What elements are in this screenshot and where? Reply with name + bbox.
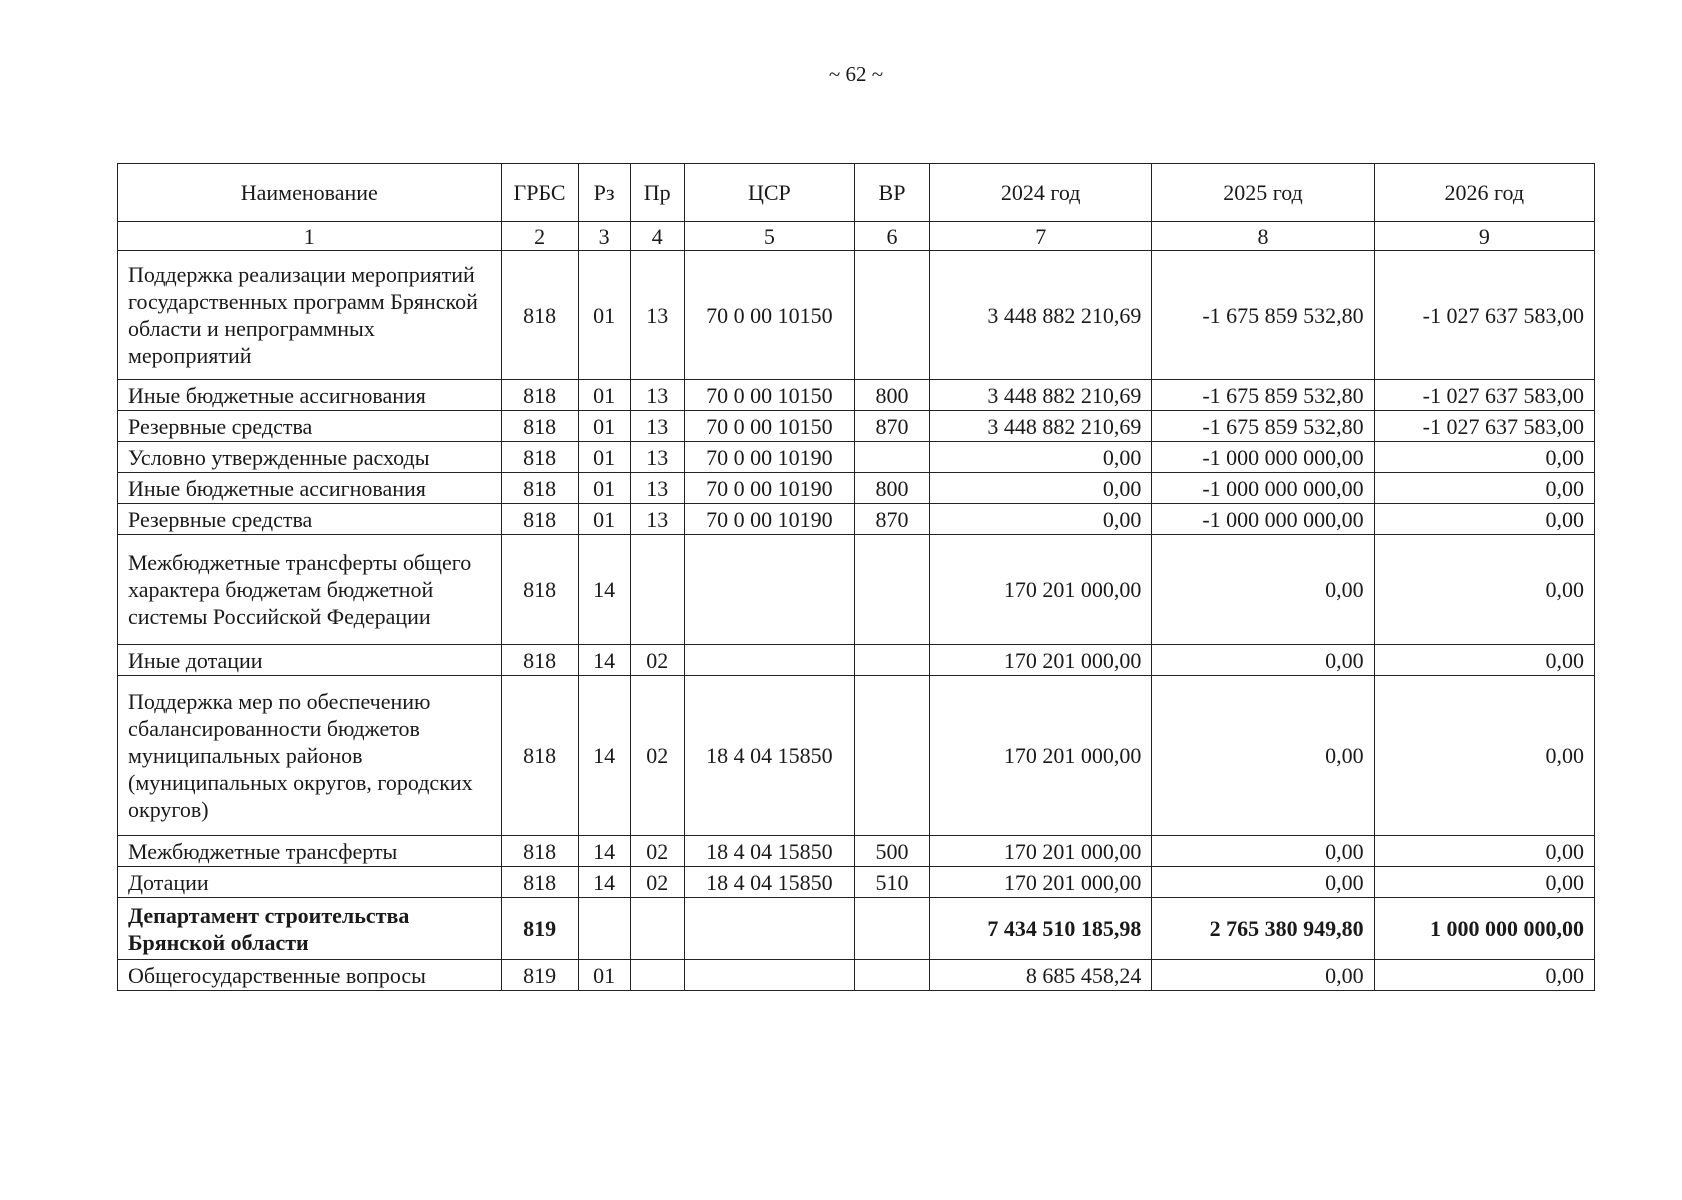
column-number: 5 (684, 222, 854, 251)
cell-2026: 0,00 (1374, 535, 1594, 645)
cell-2026: 0,00 (1374, 504, 1594, 535)
column-number: 3 (578, 222, 630, 251)
cell-2026: -1 027 637 583,00 (1374, 411, 1594, 442)
cell-2026: 0,00 (1374, 442, 1594, 473)
cell-name: Поддержка мер по обеспечению сбалансированности бюджетов муниципальных районов (муниципальных округов, городских округов) (118, 676, 502, 836)
table-row (118, 836, 1595, 867)
cell-2024: 3 448 882 210,69 (930, 380, 1152, 411)
column-number: 8 (1152, 222, 1374, 251)
cell-2025: 2 765 380 949,80 (1152, 898, 1374, 960)
table-row (118, 251, 1595, 380)
cell-grbs: 818 (501, 380, 578, 411)
cell-vr: 800 (854, 380, 929, 411)
cell-pr: 02 (630, 867, 684, 898)
cell-name: Общегосударственные вопросы (118, 960, 502, 991)
header-2025: 2025 год (1152, 164, 1374, 222)
cell-name: Департамент строительства Брянской области (118, 898, 502, 960)
cell-csr (684, 535, 854, 645)
cell-csr: 70 0 00 10190 (684, 442, 854, 473)
cell-name: Резервные средства (118, 411, 502, 442)
cell-2026: 0,00 (1374, 836, 1594, 867)
cell-2025: 0,00 (1152, 535, 1374, 645)
cell-pr: 13 (630, 442, 684, 473)
cell-csr: 18 4 04 15850 (684, 867, 854, 898)
cell-2025: -1 675 859 532,80 (1152, 380, 1374, 411)
cell-pr: 13 (630, 473, 684, 504)
cell-vr (854, 645, 929, 676)
cell-rz: 14 (578, 867, 630, 898)
cell-vr (854, 898, 929, 960)
cell-grbs: 818 (501, 442, 578, 473)
cell-grbs: 818 (501, 867, 578, 898)
header-grbs: ГРБС (501, 164, 578, 222)
header-2026: 2026 год (1374, 164, 1594, 222)
table-row (118, 535, 1595, 645)
header-csr: ЦСР (684, 164, 854, 222)
cell-csr: 18 4 04 15850 (684, 836, 854, 867)
cell-2026: 0,00 (1374, 867, 1594, 898)
table-row (118, 473, 1595, 504)
table-row (118, 504, 1595, 535)
column-number: 4 (630, 222, 684, 251)
cell-rz: 14 (578, 836, 630, 867)
cell-rz: 01 (578, 411, 630, 442)
cell-vr (854, 442, 929, 473)
cell-2026: 0,00 (1374, 645, 1594, 676)
cell-2025: 0,00 (1152, 867, 1374, 898)
cell-2024: 3 448 882 210,69 (930, 411, 1152, 442)
cell-pr (630, 898, 684, 960)
cell-2026: -1 027 637 583,00 (1374, 251, 1594, 380)
cell-csr: 70 0 00 10190 (684, 504, 854, 535)
table-row (118, 867, 1595, 898)
cell-csr: 70 0 00 10150 (684, 251, 854, 380)
column-number: 9 (1374, 222, 1594, 251)
cell-2026: 1 000 000 000,00 (1374, 898, 1594, 960)
cell-grbs: 818 (501, 473, 578, 504)
cell-2025: -1 675 859 532,80 (1152, 411, 1374, 442)
cell-grbs: 819 (501, 898, 578, 960)
cell-vr: 500 (854, 836, 929, 867)
cell-csr: 70 0 00 10150 (684, 411, 854, 442)
cell-grbs: 818 (501, 836, 578, 867)
cell-name: Межбюджетные трансферты (118, 836, 502, 867)
cell-vr (854, 960, 929, 991)
cell-pr: 02 (630, 836, 684, 867)
cell-2025: 0,00 (1152, 836, 1374, 867)
cell-grbs: 819 (501, 960, 578, 991)
cell-grbs: 818 (501, 676, 578, 836)
cell-2024: 0,00 (930, 504, 1152, 535)
cell-2025: 0,00 (1152, 960, 1374, 991)
cell-csr (684, 898, 854, 960)
cell-2025: -1 000 000 000,00 (1152, 504, 1374, 535)
cell-2024: 170 201 000,00 (930, 645, 1152, 676)
table-row (118, 676, 1595, 836)
cell-name: Иные бюджетные ассигнования (118, 473, 502, 504)
cell-pr: 13 (630, 504, 684, 535)
cell-name: Иные дотации (118, 645, 502, 676)
cell-rz: 01 (578, 251, 630, 380)
header-rz: Рз (578, 164, 630, 222)
cell-name: Иные бюджетные ассигнования (118, 380, 502, 411)
header-pr: Пр (630, 164, 684, 222)
cell-csr: 70 0 00 10150 (684, 380, 854, 411)
column-number: 6 (854, 222, 929, 251)
cell-pr: 13 (630, 411, 684, 442)
cell-2026: 0,00 (1374, 473, 1594, 504)
cell-grbs: 818 (501, 411, 578, 442)
cell-vr (854, 676, 929, 836)
header-row (118, 164, 1595, 222)
table-row-department-total (118, 898, 1595, 960)
cell-rz: 14 (578, 645, 630, 676)
cell-2024: 170 201 000,00 (930, 867, 1152, 898)
cell-name: Условно утвержденные расходы (118, 442, 502, 473)
cell-pr: 13 (630, 251, 684, 380)
cell-vr: 870 (854, 504, 929, 535)
cell-2024: 170 201 000,00 (930, 535, 1152, 645)
cell-name: Резервные средства (118, 504, 502, 535)
cell-2024: 170 201 000,00 (930, 836, 1152, 867)
cell-2024: 0,00 (930, 442, 1152, 473)
cell-pr: 02 (630, 676, 684, 836)
cell-vr: 510 (854, 867, 929, 898)
budget-table (117, 163, 1595, 991)
cell-name: Межбюджетные трансферты общего характера бюджетам бюджетной системы Российской Федерации (118, 535, 502, 645)
cell-2024: 7 434 510 185,98 (930, 898, 1152, 960)
cell-grbs: 818 (501, 504, 578, 535)
cell-pr: 13 (630, 380, 684, 411)
cell-2024: 3 448 882 210,69 (930, 251, 1152, 380)
cell-name: Дотации (118, 867, 502, 898)
cell-grbs: 818 (501, 645, 578, 676)
cell-rz: 01 (578, 504, 630, 535)
cell-csr (684, 645, 854, 676)
cell-rz (578, 898, 630, 960)
header-2024: 2024 год (930, 164, 1152, 222)
column-number: 1 (118, 222, 502, 251)
cell-name: Поддержка реализации мероприятий государственных программ Брянской области и непрограммных мероприятий (118, 251, 502, 380)
page-number: ~ 62 ~ (828, 62, 884, 86)
cell-2026: 0,00 (1374, 676, 1594, 836)
header-vr: ВР (854, 164, 929, 222)
cell-vr: 870 (854, 411, 929, 442)
cell-csr (684, 960, 854, 991)
cell-2025: 0,00 (1152, 645, 1374, 676)
cell-grbs: 818 (501, 251, 578, 380)
table-row (118, 411, 1595, 442)
cell-2024: 8 685 458,24 (930, 960, 1152, 991)
cell-2024: 0,00 (930, 473, 1152, 504)
cell-pr (630, 535, 684, 645)
cell-2025: -1 675 859 532,80 (1152, 251, 1374, 380)
cell-2026: 0,00 (1374, 960, 1594, 991)
cell-csr: 70 0 00 10190 (684, 473, 854, 504)
cell-vr: 800 (854, 473, 929, 504)
cell-2026: -1 027 637 583,00 (1374, 380, 1594, 411)
cell-rz: 01 (578, 380, 630, 411)
column-number: 7 (930, 222, 1152, 251)
column-number: 2 (501, 222, 578, 251)
header-name: Наименование (118, 164, 502, 222)
table-row (118, 380, 1595, 411)
cell-2025: -1 000 000 000,00 (1152, 473, 1374, 504)
cell-rz: 14 (578, 676, 630, 836)
cell-2024: 170 201 000,00 (930, 676, 1152, 836)
cell-2025: 0,00 (1152, 676, 1374, 836)
table-row (118, 960, 1595, 991)
cell-2025: -1 000 000 000,00 (1152, 442, 1374, 473)
cell-vr (854, 535, 929, 645)
cell-pr: 02 (630, 645, 684, 676)
cell-rz: 14 (578, 535, 630, 645)
cell-pr (630, 960, 684, 991)
table-row (118, 442, 1595, 473)
table-row (118, 645, 1595, 676)
cell-grbs: 818 (501, 535, 578, 645)
column-number-row (118, 222, 1595, 251)
cell-rz: 01 (578, 442, 630, 473)
cell-rz: 01 (578, 960, 630, 991)
cell-csr: 18 4 04 15850 (684, 676, 854, 836)
cell-rz: 01 (578, 473, 630, 504)
cell-vr (854, 251, 929, 380)
